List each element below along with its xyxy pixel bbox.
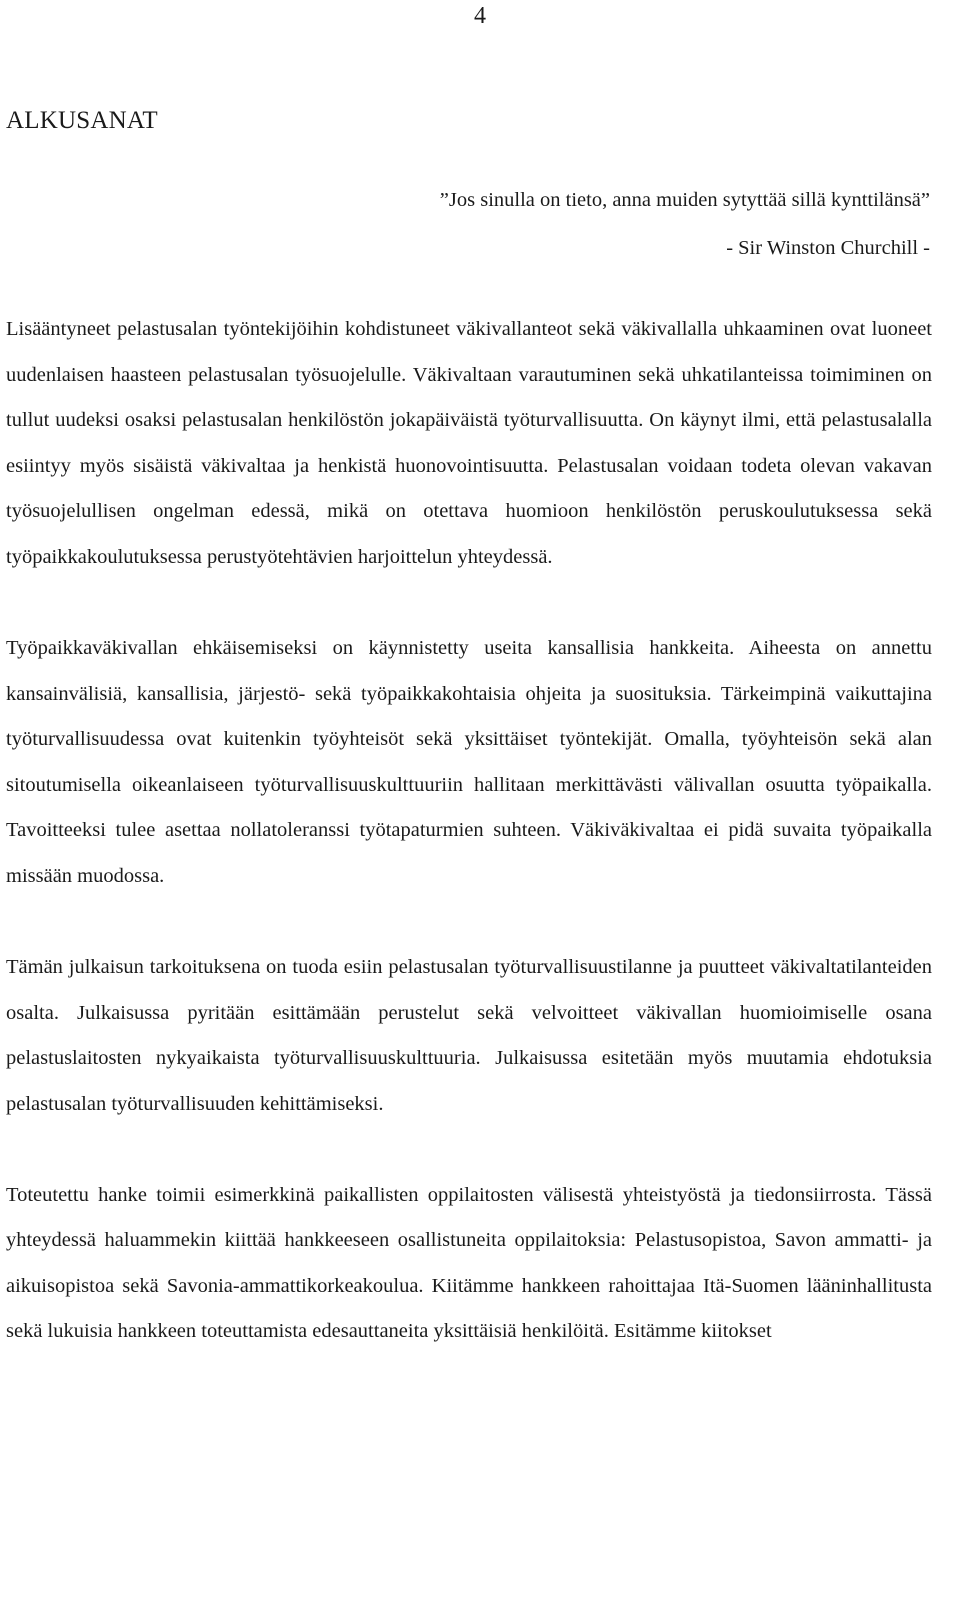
body-text xyxy=(6,307,932,1355)
paragraph-spacer xyxy=(6,581,932,626)
paragraph-1: Lisääntyneet pelastusalan työntekijöihin kohdistuneet väkivallanteot sekä väkivallalla uhkaaminen ovat luoneet uudenlaisen haasteen pelastusalan työsuojelulle. Väkivaltaan varautuminen sekä uhkatilanteissa toimiminen on tullut uudeksi osaksi pelastusalan henkilöstön jokapäiväistä työturvallisuutta. On käynyt ilmi, että pelastusalalla esiintyy myös sisäistä väkivaltaa ja henkistä huonovointisuutta. Pelastusalan voidaan todeta olevan vakavan työsuojelullisen ongelman edessä, mikä on otettava huomioon henkilöstön peruskoulutuksessa sekä työpaikkakoulutuksessa perustyötehtävien harjoittelun yhteydessä. xyxy=(6,318,932,568)
paragraph-spacer xyxy=(6,900,932,945)
paragraph-2: Työpaikkaväkivallan ehkäisemiseksi on käynnistetty useita kansallisia hankkeita. Aiheesta on annettu kansainvälisiä, kansallisia, järjestö- sekä työpaikkakohtaisia ohjeita ja suosituksia. Tärkeimpinä vaikuttajina työturvallisuudessa ovat kuitenkin työyhteisöt sekä yksittäiset työntekijät. Omalla, työyhteisön sekä alan sitoutumisella oikeanlaiseen työturvallisuuskulttuuriin hallitaan merkittävästi välivallan osuutta työpaikalla. Tavoitteeksi tulee asettaa nollatoleranssi työtapaturmien suhteen. Väkiväkivaltaa ei pidä suvaita työpaikalla missään muodossa. xyxy=(6,636,932,887)
epigraph xyxy=(0,176,932,272)
page-number: 4 xyxy=(474,3,486,29)
paragraph-4: Toteutettu hanke toimii esimerkkinä paikallisten oppilaitosten välisestä yhteistyöstä ja tiedonsiirrosta. Tässä yhteydessä haluammekin kiittää hankkeeseen osallistuneita oppilaitoksia: Pelastusopistoa, Savon ammatti- ja aikuisopistoa sekä Savonia-ammattikorkeakoulua. Kiitämme hankkeen rahoittajaa Itä-Suomen lääninhallitusta sekä lukuisia hankkeen toteuttamista edesauttaneita yksittäisiä henkilöitä. Esitämme kiitokset xyxy=(6,1183,932,1343)
epigraph-author: - Sir Winston Churchill - xyxy=(726,237,930,259)
section-heading: ALKUSANAT xyxy=(6,106,158,134)
epigraph-quote: ”Jos sinulla on tieto, anna muiden sytyttää sillä kynttilänsä” xyxy=(439,189,930,211)
paragraph-spacer xyxy=(6,1127,932,1172)
paragraph-3: Tämän julkaisun tarkoituksena on tuoda esiin pelastusalan työturvallisuustilanne ja puutteet väkivaltatilanteiden osalta. Julkaisussa pyritään esittämään perustelut sekä velvoitteet väkivallan huomioimiselle osana pelastuslaitosten nykyaikaista työturvallisuuskulttuuria. Julkaisussa esitetään myös muutamia ehdotuksia pelastusalan työturvallisuuden kehittämiseksi. xyxy=(6,955,932,1115)
